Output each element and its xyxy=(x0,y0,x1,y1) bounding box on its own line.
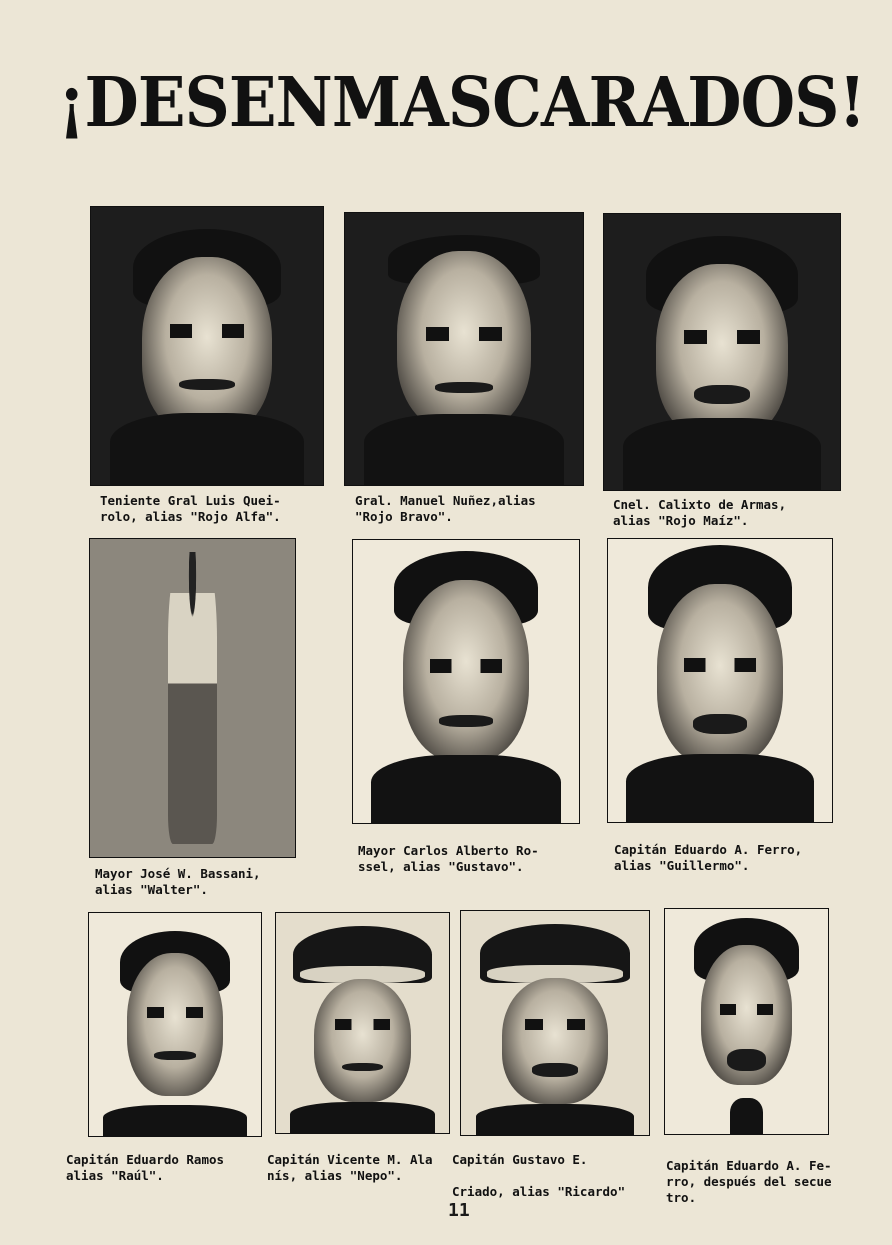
photo-de-armas xyxy=(603,213,841,491)
caption-nunez: Gral. Manuel Nuñez,alias "Rojo Bravo". xyxy=(355,493,536,524)
page-title: ¡DESENMASCARADOS! xyxy=(58,63,866,143)
caption-rossel: Mayor Carlos Alberto Ro- ssel, alias "Gustavo". xyxy=(358,843,539,874)
bleed-through-text xyxy=(40,95,55,146)
photo-ferro-after xyxy=(664,908,829,1135)
photo-criado xyxy=(460,910,650,1136)
photo-ramos xyxy=(88,912,262,1137)
caption-criado: Capitán Gustavo E. Criado, alias "Ricardo" xyxy=(452,1152,626,1199)
photo-nunez xyxy=(344,212,584,486)
caption-ferro-after: Capitán Eduardo A. Fe- rro, después del secue tro. xyxy=(666,1158,832,1205)
photo-queirolo xyxy=(90,206,324,486)
page-number: 11 xyxy=(448,1200,470,1221)
caption-bassani: Mayor José W. Bassani, alias "Walter". xyxy=(95,866,261,897)
caption-queirolo: Teniente Gral Luis Quei- rolo, alias "Rojo Alfa". xyxy=(100,493,281,524)
caption-de-armas: Cnel. Calixto de Armas, alias "Rojo Maíz". xyxy=(613,497,787,528)
caption-ferro: Capitán Eduardo A. Ferro, alias "Guillermo". xyxy=(614,842,803,873)
photo-alanis xyxy=(275,912,450,1134)
caption-ramos: Capitán Eduardo Ramos alias "Raúl". xyxy=(66,1152,225,1183)
photo-ferro xyxy=(607,538,833,823)
photo-rossel xyxy=(352,539,580,824)
caption-alanis: Capitán Vicente M. Ala nís, alias "Nepo". xyxy=(267,1152,433,1183)
photo-bassani xyxy=(89,538,296,858)
